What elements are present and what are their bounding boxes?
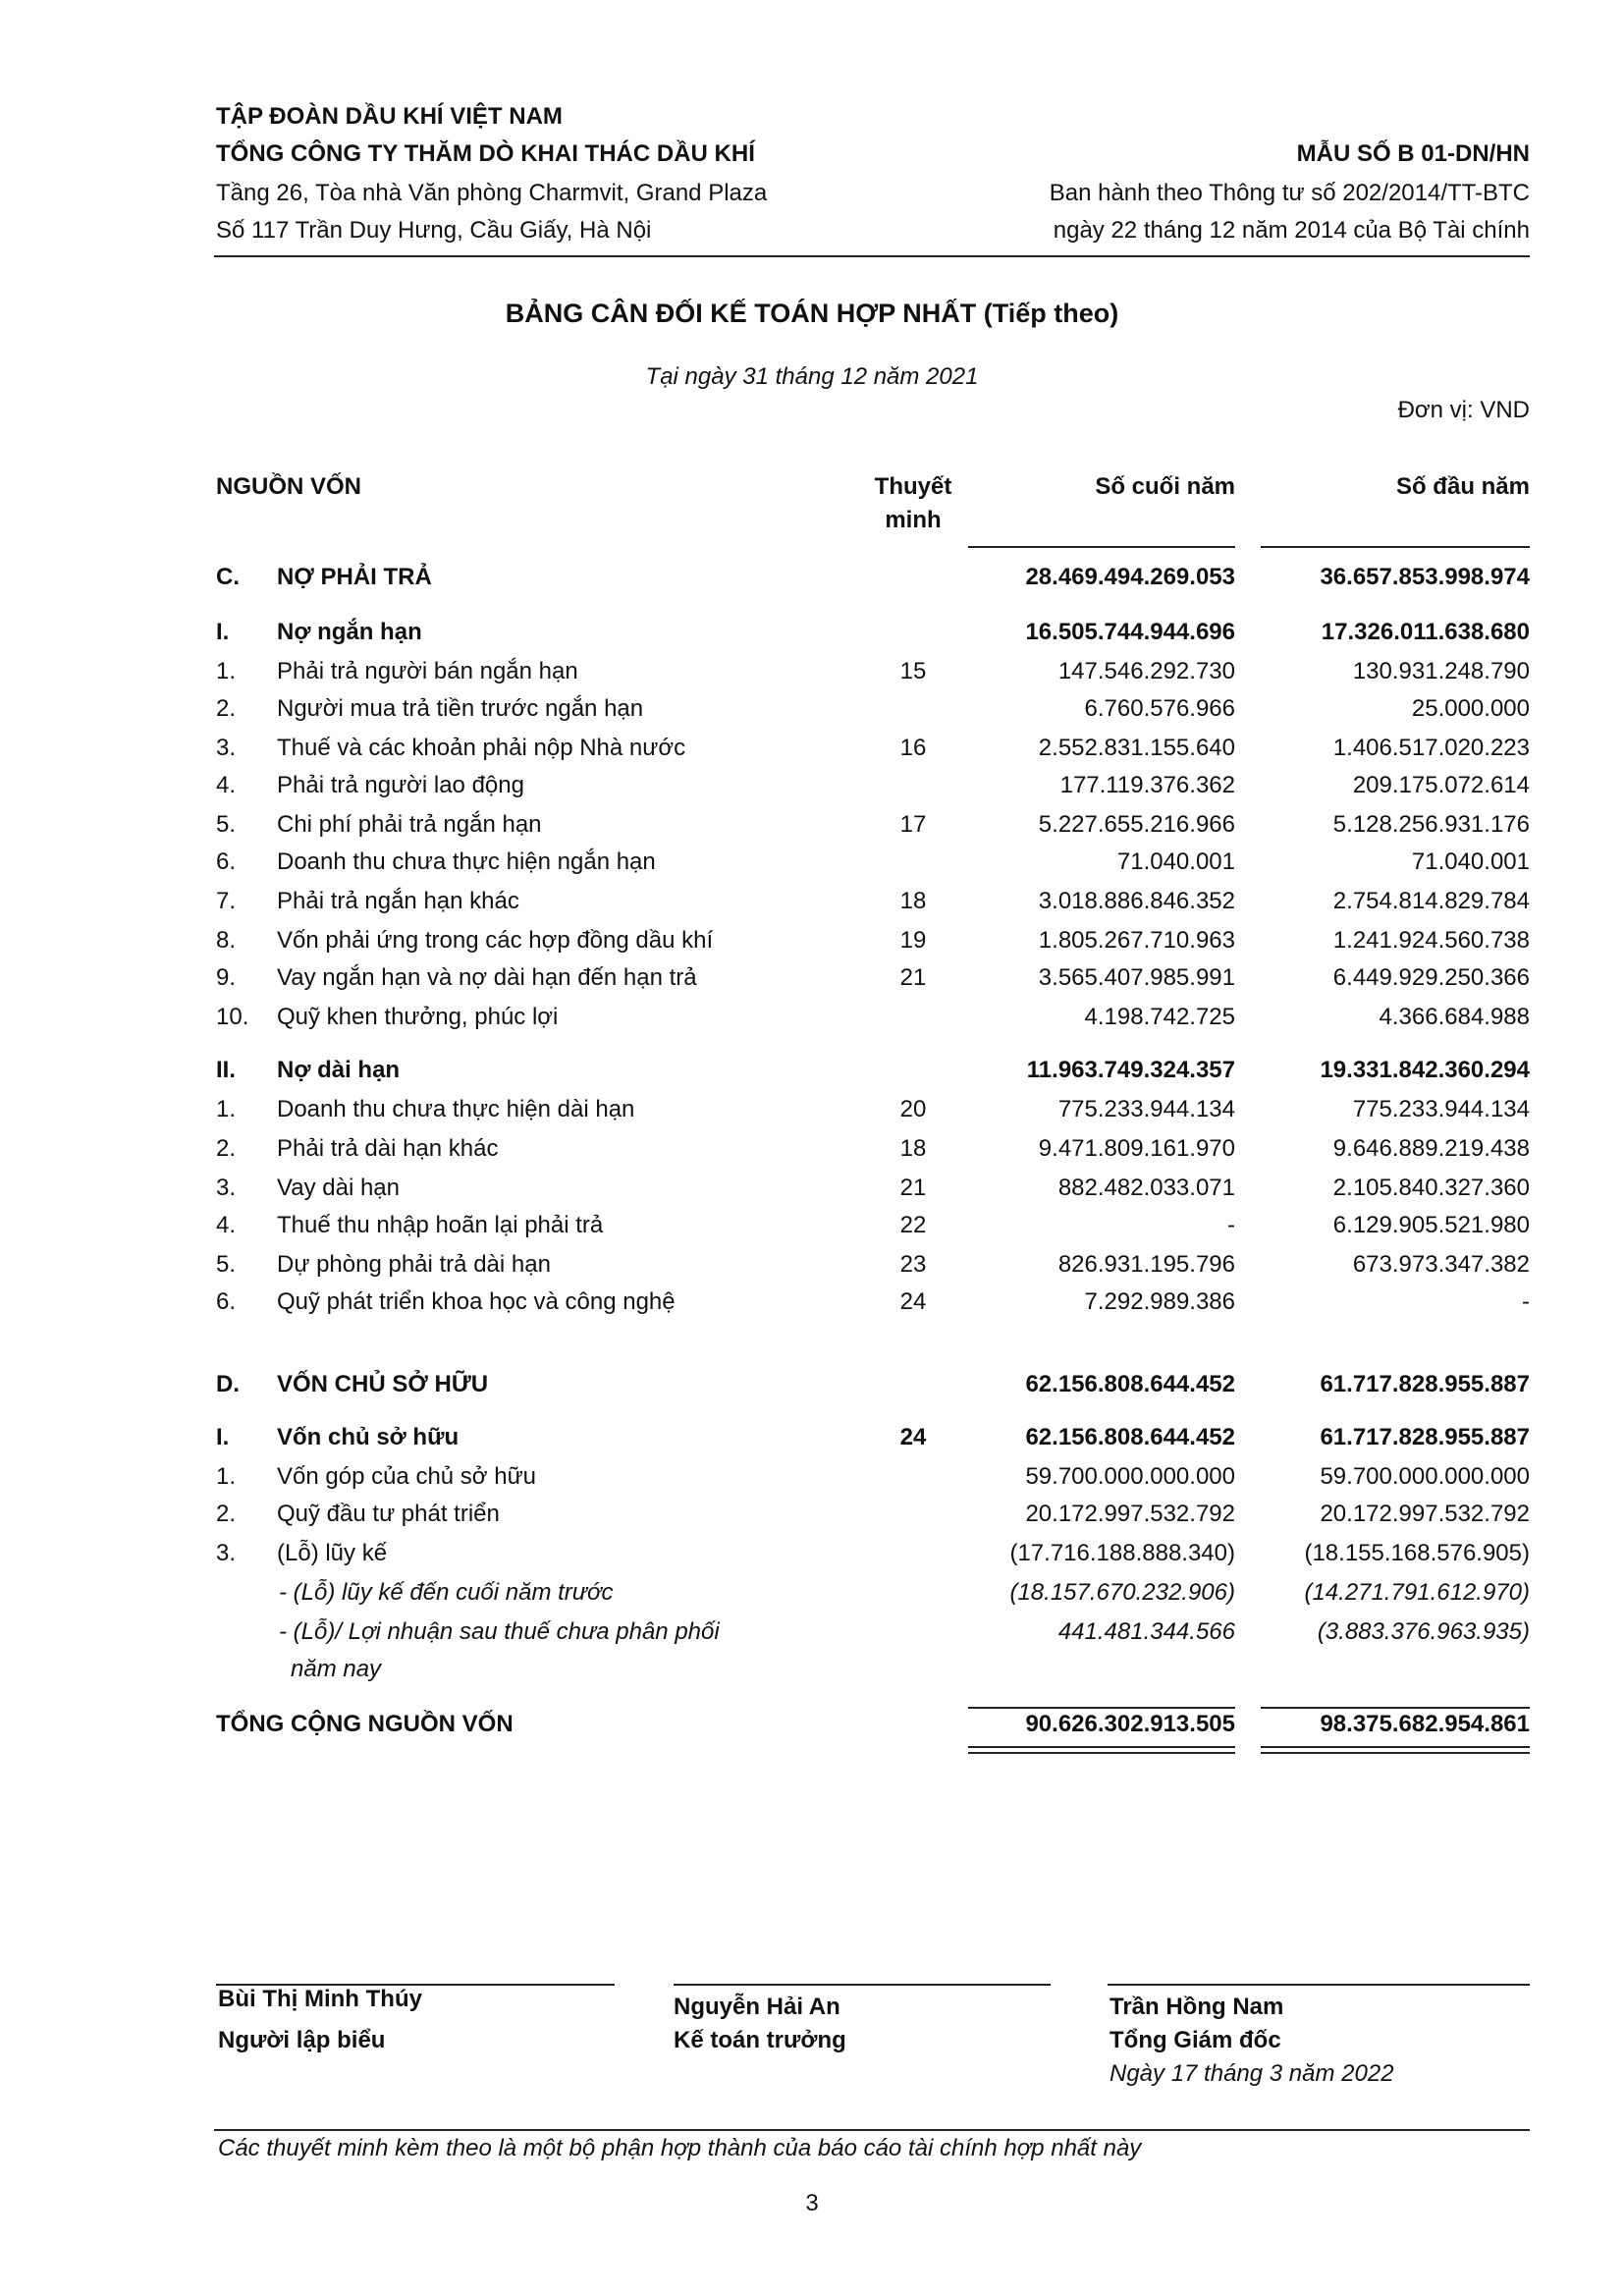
row-number: 10. (216, 1004, 249, 1030)
row-end-value: 177.119.376.362 (1059, 772, 1235, 798)
row-end-value: 147.546.292.730 (1057, 658, 1235, 684)
table-row (0, 695, 1624, 733)
row-start-value: 20.172.997.532.792 (1320, 1501, 1530, 1527)
address-line-2: Số 117 Trần Duy Hưng, Cầu Giấy, Hà Nội (216, 217, 652, 244)
row-end-value: 3.018.886.846.352 (1038, 888, 1235, 914)
row-number: 5. (216, 1251, 237, 1278)
row-note: 23 (899, 1251, 927, 1278)
row-label: Vốn góp của chủ sở hữu (277, 1463, 536, 1490)
row-note: 17 (899, 811, 927, 838)
row-end-value: 62.156.808.644.452 (1025, 1424, 1235, 1450)
row-end-value: 882.482.033.071 (1057, 1175, 1235, 1201)
col-header-start: Số đầu năm (1395, 473, 1530, 500)
regulation-line-2: ngày 22 tháng 12 năm 2014 của Bộ Tài chính (1053, 217, 1530, 244)
table-row (0, 1501, 1624, 1538)
row-start-value: 209.175.072.614 (1352, 772, 1530, 798)
row-number: I. (216, 619, 230, 645)
header-divider (214, 255, 1530, 257)
table-row (0, 1251, 1624, 1288)
table-row (0, 1618, 1624, 1656)
row-label: Quỹ đầu tư phát triển (277, 1501, 500, 1527)
row-end-value: 2.552.831.155.640 (1038, 735, 1235, 761)
row-end-value: 1.805.267.710.963 (1038, 927, 1235, 954)
row-end-value: 826.931.195.796 (1057, 1251, 1235, 1278)
row-start-value: 775.233.944.134 (1352, 1096, 1530, 1122)
total-end-value: 90.626.302.913.505 (1025, 1711, 1235, 1737)
row-note: 18 (899, 888, 927, 914)
row-label: Vốn chủ sở hữu (277, 1424, 460, 1450)
table-row (0, 1096, 1624, 1133)
row-label: Người mua trả tiền trước ngắn hạn (277, 695, 644, 722)
col-header-source: NGUỒN VỐN (216, 473, 362, 500)
row-end-value: 7.292.989.386 (1084, 1288, 1235, 1315)
form-number: MẪU SỐ B 01-DN/HN (1296, 140, 1530, 167)
row-start-value: 4.366.684.988 (1379, 1004, 1530, 1030)
row-number: 3. (216, 1540, 237, 1566)
row-end-value: 9.471.809.161.970 (1038, 1135, 1235, 1162)
row-number: 6. (216, 848, 237, 875)
row-start-value: 2.105.840.327.360 (1332, 1175, 1530, 1201)
total-label: TỔNG CỘNG NGUỒN VỐN (216, 1711, 514, 1737)
page-number: 3 (805, 2190, 819, 2216)
table-row (0, 619, 1624, 656)
row-start-value: 71.040.001 (1411, 848, 1530, 875)
row-start-value: (3.883.376.963.935) (1317, 1618, 1530, 1645)
table-row (0, 1579, 1624, 1616)
row-label: Vay dài hạn (277, 1175, 400, 1201)
row-number: 4. (216, 772, 237, 798)
total-start-overline (1261, 1707, 1530, 1709)
row-label: Nợ ngắn hạn (277, 619, 422, 645)
row-label: Quỹ phát triển khoa học và công nghệ (277, 1288, 676, 1315)
row-number: 7. (216, 888, 237, 914)
preparer-role: Người lập biểu (218, 2027, 386, 2053)
row-end-value: (17.716.188.888.340) (1009, 1540, 1235, 1566)
row-end-value: - (1227, 1212, 1235, 1238)
currency-unit: Đơn vị: VND (1397, 397, 1530, 423)
row-start-value: 17.326.011.638.680 (1321, 619, 1530, 645)
table-row (0, 1057, 1624, 1094)
accountant-role: Kế toán trưởng (674, 2027, 846, 2053)
table-row (0, 1463, 1624, 1501)
signature-line-2 (674, 1984, 1051, 1986)
row-label: (Lỗ) lũy kế (277, 1540, 388, 1566)
row-number: 4. (216, 1212, 237, 1238)
row-note: 24 (899, 1288, 927, 1315)
row-end-value: 28.469.494.269.053 (1025, 564, 1235, 590)
row-number: 2. (216, 695, 237, 722)
row-note: 19 (899, 927, 927, 954)
row-end-value: 20.172.997.532.792 (1025, 1501, 1235, 1527)
row-start-value: 2.754.814.829.784 (1332, 888, 1530, 914)
row-number: 1. (216, 1463, 237, 1490)
row-start-value: 6.129.905.521.980 (1332, 1212, 1530, 1238)
regulation-line-1: Ban hành theo Thông tư số 202/2014/TT-BTC (1049, 180, 1530, 206)
row-label: Quỹ khen thưởng, phúc lợi (277, 1004, 559, 1030)
total-start-value: 98.375.682.954.861 (1320, 1711, 1530, 1737)
row-label: VỐN CHỦ SỞ HỮU (277, 1371, 489, 1397)
row-number: 9. (216, 964, 237, 991)
row-note: 20 (899, 1096, 927, 1122)
footer-divider (214, 2129, 1530, 2131)
row-note: 21 (899, 964, 927, 991)
row-note: 21 (899, 1175, 927, 1201)
row-start-value: 36.657.853.998.974 (1320, 564, 1530, 590)
col-start-underline (1261, 546, 1530, 548)
row-label: Vay ngắn hạn và nợ dài hạn đến hạn trả (277, 964, 697, 991)
director-name: Trần Hồng Nam (1110, 1994, 1284, 2020)
table-row (0, 1288, 1624, 1326)
col-header-note-1: Thuyết (874, 473, 952, 500)
row-label: Phải trả người lao động (277, 772, 524, 798)
row-number: 6. (216, 1288, 237, 1315)
row-number: 3. (216, 735, 237, 761)
table-row (0, 848, 1624, 886)
row-label: Chi phí phải trả ngắn hạn (277, 811, 542, 838)
row-start-value: (14.271.791.612.970) (1304, 1579, 1530, 1606)
row-note: 18 (899, 1135, 927, 1162)
row-number: 1. (216, 1096, 237, 1122)
row-label: - (Lỗ)/ Lợi nhuận sau thuế chưa phân phối (279, 1618, 720, 1645)
report-date: Tại ngày 31 tháng 12 năm 2021 (645, 363, 979, 390)
row-start-value: 19.331.842.360.294 (1320, 1057, 1530, 1083)
row-number: I. (216, 1424, 230, 1450)
accountant-name: Nguyễn Hải An (674, 1994, 840, 2020)
row-note: 24 (899, 1424, 927, 1450)
address-line-1: Tầng 26, Tòa nhà Văn phòng Charmvit, Grand Plaza (216, 180, 768, 206)
page-title: BẢNG CÂN ĐỐI KẾ TOÁN HỢP NHẤT (Tiếp theo) (505, 299, 1119, 328)
row-start-value: 25.000.000 (1411, 695, 1530, 722)
row-start-value: 5.128.256.931.176 (1332, 811, 1530, 838)
table-row (0, 735, 1624, 772)
footer-note: Các thuyết minh kèm theo là một bộ phận hợp thành của báo cáo tài chính hợp nhất này (218, 2135, 1142, 2161)
row-label: - (Lỗ) lũy kế đến cuối năm trước (279, 1579, 614, 1606)
row-number: 2. (216, 1501, 237, 1527)
row-label: Nợ dài hạn (277, 1057, 401, 1083)
table-row (0, 1212, 1624, 1249)
row-start-value: 1.241.924.560.738 (1332, 927, 1530, 954)
row-number: 5. (216, 811, 237, 838)
row-start-value: 6.449.929.250.366 (1332, 964, 1530, 991)
row-end-value: 11.963.749.324.357 (1026, 1057, 1235, 1083)
row-start-value: (18.155.168.576.905) (1304, 1540, 1530, 1566)
row-end-value: 71.040.001 (1116, 848, 1235, 875)
row-start-value: 1.406.517.020.223 (1332, 735, 1530, 761)
signature-line-3 (1108, 1984, 1530, 1986)
table-row (0, 1371, 1624, 1408)
table-row (0, 888, 1624, 925)
row-start-value: 61.717.828.955.887 (1320, 1424, 1530, 1450)
row-label: Phải trả dài hạn khác (277, 1135, 499, 1162)
row-end-value: 775.233.944.134 (1057, 1096, 1235, 1122)
table-row (0, 1004, 1624, 1041)
row-end-value: 62.156.808.644.452 (1025, 1371, 1235, 1397)
row-label: Dự phòng phải trả dài hạn (277, 1251, 551, 1278)
signature-date: Ngày 17 tháng 3 năm 2022 (1110, 2060, 1394, 2087)
row-start-value: 673.973.347.382 (1352, 1251, 1530, 1278)
table-row (0, 1656, 1624, 1693)
row-label: Phải trả người bán ngắn hạn (277, 658, 578, 684)
table-row (0, 811, 1624, 848)
col-header-note-2: minh (885, 507, 942, 533)
row-end-value: (18.157.670.232.906) (1009, 1579, 1235, 1606)
row-number: II. (216, 1057, 237, 1083)
director-role: Tổng Giám đốc (1110, 2027, 1281, 2053)
row-start-value: - (1522, 1288, 1530, 1315)
table-row (0, 1424, 1624, 1461)
table-row (0, 564, 1624, 601)
preparer-name: Bùi Thị Minh Thúy (218, 1986, 422, 2012)
row-end-value: 6.760.576.966 (1084, 695, 1235, 722)
row-label: Doanh thu chưa thực hiện ngắn hạn (277, 848, 656, 875)
row-label: Doanh thu chưa thực hiện dài hạn (277, 1096, 635, 1122)
row-label: NỢ PHẢI TRẢ (277, 564, 432, 590)
row-label: Thuế thu nhập hoãn lại phải trả (277, 1212, 604, 1238)
row-label: năm nay (291, 1656, 382, 1682)
row-end-value: 5.227.655.216.966 (1038, 811, 1235, 838)
org-name-company: TỔNG CÔNG TY THĂM DÒ KHAI THÁC DẦU KHÍ (216, 140, 755, 167)
col-header-end: Số cuối năm (1095, 473, 1235, 500)
row-number: C. (216, 564, 240, 590)
table-row (0, 1540, 1624, 1577)
row-number: D. (216, 1371, 240, 1397)
row-start-value: 59.700.000.000.000 (1320, 1463, 1530, 1490)
table-row (0, 927, 1624, 964)
row-end-value: 3.565.407.985.991 (1038, 964, 1235, 991)
row-start-value: 9.646.889.219.438 (1332, 1135, 1530, 1162)
table-row (0, 658, 1624, 695)
row-label: Phải trả ngắn hạn khác (277, 888, 519, 914)
row-number: 3. (216, 1175, 237, 1201)
row-label: Thuế và các khoản phải nộp Nhà nước (277, 735, 686, 761)
col-end-underline (968, 546, 1235, 548)
table-row (0, 1175, 1624, 1212)
total-end-double-underline (968, 1746, 1235, 1754)
row-note: 16 (899, 735, 927, 761)
table-row (0, 964, 1624, 1002)
row-number: 2. (216, 1135, 237, 1162)
row-number: 1. (216, 658, 237, 684)
row-number: 8. (216, 927, 237, 954)
row-note: 15 (899, 658, 927, 684)
table-row (0, 1135, 1624, 1173)
row-end-value: 441.481.344.566 (1057, 1618, 1235, 1645)
row-note: 22 (899, 1212, 927, 1238)
row-end-value: 4.198.742.725 (1084, 1004, 1235, 1030)
row-end-value: 59.700.000.000.000 (1025, 1463, 1235, 1490)
row-end-value: 16.505.744.944.696 (1025, 619, 1235, 645)
org-name-group: TẬP ĐOÀN DẦU KHÍ VIỆT NAM (216, 103, 563, 130)
row-label: Vốn phải ứng trong các hợp đồng dầu khí (277, 927, 714, 954)
row-start-value: 130.931.248.790 (1352, 658, 1530, 684)
total-end-overline (968, 1707, 1235, 1709)
total-start-double-underline (1261, 1746, 1530, 1754)
row-start-value: 61.717.828.955.887 (1320, 1371, 1530, 1397)
table-row (0, 772, 1624, 809)
